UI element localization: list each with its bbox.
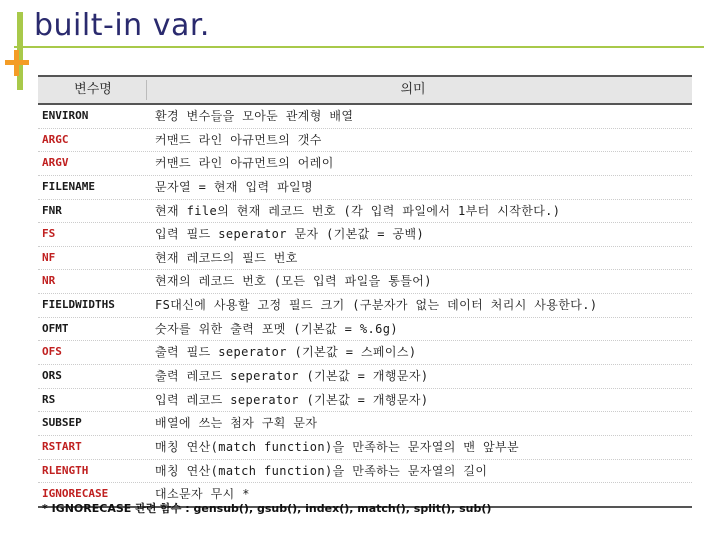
variable-meaning-cell: 커맨드 라인 아규먼트의 갯수 xyxy=(155,132,322,147)
table-row xyxy=(38,223,692,247)
variable-meaning-cell: 매칭 연산(match function)을 만족하는 문자열의 길이 xyxy=(155,463,488,478)
variable-name-cell: ORS xyxy=(42,369,62,383)
variable-meaning-cell: 현재의 레코드 번호 (모든 입력 파일을 통틀어) xyxy=(155,274,432,289)
table-row xyxy=(38,129,692,153)
variable-name-cell: OFMT xyxy=(42,321,69,335)
variable-name-cell: NF xyxy=(42,250,56,264)
table-row xyxy=(38,247,692,271)
variable-name-cell: IGNORECASE xyxy=(42,487,109,501)
variable-name-cell: RS xyxy=(42,392,56,406)
table-row xyxy=(38,460,692,484)
table-row xyxy=(38,270,692,294)
variable-name-cell: FS xyxy=(42,227,56,241)
variable-name-cell: ENVIRON xyxy=(42,109,89,122)
header-divider xyxy=(146,80,147,100)
accent-bar-horizontal xyxy=(14,46,704,48)
variable-name-cell: FNR xyxy=(42,203,62,217)
table-row xyxy=(38,152,692,176)
header-variable-name: 변수명 xyxy=(74,82,112,97)
variable-meaning-cell: 현재 레코드의 필드 번호 xyxy=(155,250,298,265)
table-row xyxy=(38,412,692,436)
table-row xyxy=(38,318,692,342)
variable-name-cell: OFS xyxy=(42,345,62,359)
variable-meaning-cell: 커맨드 라인 아규먼트의 어레이 xyxy=(155,156,334,171)
header-meaning: 의미 xyxy=(400,82,426,97)
variable-meaning-cell: 숫자를 위한 출력 포멧 (기본값 = %.6g) xyxy=(155,321,399,336)
table-row xyxy=(38,294,692,318)
variable-meaning-cell: 입력 레코드 seperator (기본값 = 개행문자) xyxy=(155,392,429,407)
variable-meaning-cell: 대소문자 무시 * xyxy=(155,487,250,502)
variable-name-cell: FIELDWIDTHS xyxy=(42,298,115,312)
variable-name-cell: FILENAME xyxy=(42,179,95,193)
variable-meaning-cell: 출력 필드 seperator (기본값 = 스페이스) xyxy=(155,345,417,360)
table-body xyxy=(38,105,692,508)
variable-meaning-cell: 환경 변수들을 모아둔 관계형 배열 xyxy=(155,109,354,123)
slide-title: built-in var. xyxy=(34,8,210,43)
plus-icon-horizontal xyxy=(5,60,29,65)
table-row xyxy=(38,200,692,224)
table-row xyxy=(38,341,692,365)
footnote: * IGNORECASE 관련 함수 : gensub(), gsub(), index(), match(), split(), sub() xyxy=(42,502,492,515)
variable-meaning-cell: FS대신에 사용할 고정 필드 크기 (구분자가 없는 데이터 처리시 사용한다.) xyxy=(155,298,598,313)
variable-name-cell: NR xyxy=(42,274,56,288)
table-row xyxy=(38,176,692,200)
variable-meaning-cell: 매칭 연산(match function)을 만족하는 문자열의 맨 앞부분 xyxy=(155,439,519,454)
builtin-variable-table xyxy=(38,75,692,508)
table-header xyxy=(38,75,692,105)
table-row xyxy=(38,365,692,389)
variable-name-cell: RSTART xyxy=(42,439,82,453)
variable-meaning-cell: 출력 레코드 seperator (기본값 = 개행문자) xyxy=(155,369,429,384)
variable-meaning-cell: 배열에 쓰는 첨자 구획 문자 xyxy=(155,416,318,431)
table-row xyxy=(38,436,692,460)
variable-meaning-cell: 문자열 = 현재 입력 파일명 xyxy=(155,179,314,194)
variable-name-cell: ARGV xyxy=(42,156,69,170)
variable-meaning-cell: 현재 file의 현재 레코드 번호 (각 입력 파일에서 1부터 시작한다.) xyxy=(155,203,561,218)
table-row xyxy=(38,389,692,413)
variable-name-cell: ARGC xyxy=(42,132,69,146)
table-row xyxy=(38,105,692,129)
variable-meaning-cell: 입력 필드 seperator 문자 (기본값 = 공백) xyxy=(155,227,425,242)
variable-name-cell: SUBSEP xyxy=(42,416,82,430)
variable-name-cell: RLENGTH xyxy=(42,463,89,477)
